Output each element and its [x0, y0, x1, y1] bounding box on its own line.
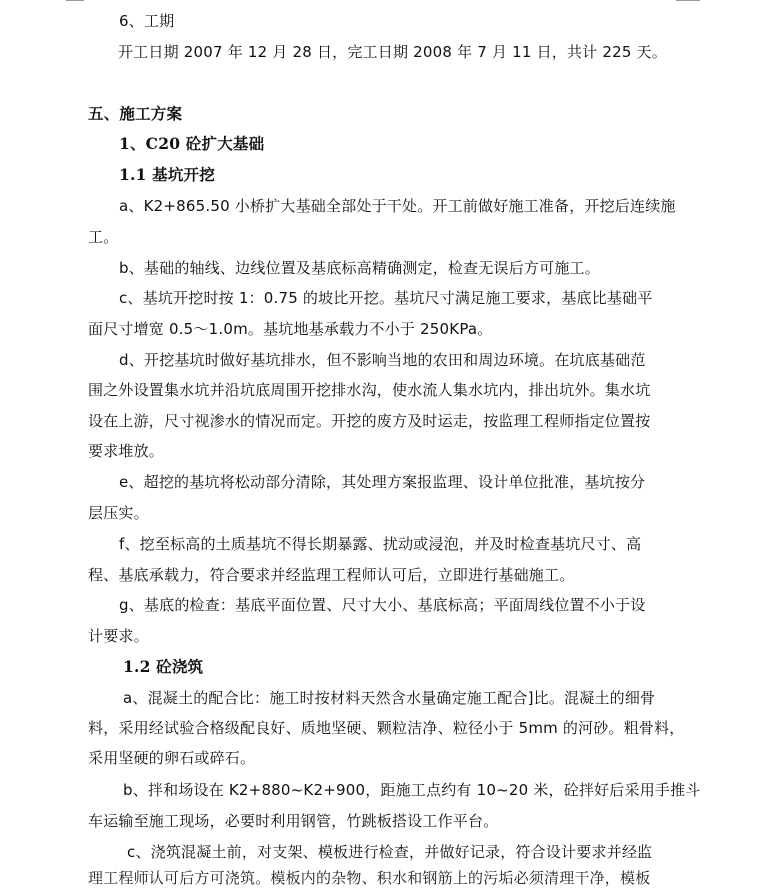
paragraph-line: b、拌和场设在 K2+880~K2+900，距施工点约有 10~20 米，砼拌好后采用手推斗: [123, 781, 701, 799]
section-heading: 1.1 基坑开挖: [119, 165, 215, 184]
paragraph-line: 料，采用经试验合格级配良好、质地坚硬、颗粒洁净、粒径小于 5mm 的河砂。粗骨料，: [88, 719, 685, 737]
page-corner-mark-right: [676, 0, 700, 1]
paragraph-line: 理工程师认可后方可浇筑。模板内的杂物、积水和钢筋上的污垢必须清理干净，模板: [88, 869, 651, 887]
paragraph-line: 计要求。: [88, 627, 149, 645]
paragraph-line: f、挖至标高的土质基坑不得长期暴露、扰动或浸泡，并及时检查基坑尺寸、高: [119, 535, 642, 553]
section-heading: 1.2 砼浇筑: [123, 657, 204, 676]
paragraph-line: 6、工期: [119, 12, 175, 30]
paragraph-line: 设在上游，尺寸视渗水的情况而定。开挖的废方及时运走，按监理工程师指定位置按: [88, 412, 651, 430]
paragraph-line: 工。: [88, 228, 119, 246]
paragraph-line: g、基底的检查：基底平面位置、尺寸大小、基底标高；平面周线位置不小于设: [119, 596, 646, 614]
paragraph-line: 要求堆放。: [88, 442, 165, 460]
page-corner-mark-left: [66, 0, 84, 1]
paragraph-line: 程、基底承载力，符合要求并经监理工程师认可后，立即进行基础施工。: [88, 566, 575, 584]
paragraph-line: e、超挖的基坑将松动部分清除，其处理方案报监理、设计单位批准，基坑按分: [119, 473, 646, 491]
paragraph-line: b、基础的轴线、边线位置及基底标高精确测定，检查无误后方可施工。: [119, 259, 600, 277]
paragraph-line: 车运输至施工现场，必要时利用钢管，竹跳板搭设工作平台。: [88, 812, 499, 830]
section-heading: 五、施工方案: [88, 104, 183, 123]
paragraph-line: a、混凝土的配合比：施工时按材料天然含水量确定施工配合]比。混凝土的细骨: [123, 689, 656, 707]
paragraph-line: d、开挖基坑时做好基坑排水，但不影响当地的农田和周边环境。在坑底基础范: [119, 351, 646, 369]
paragraph-line: 面尺寸增宽 0.5～1.0m。基坑地基承载力不小于 250KPa。: [88, 320, 493, 338]
paragraph-line: a、K2+865.50 小桥扩大基础全部处于干处。开工前做好施工准备，开挖后连续施: [119, 197, 676, 215]
paragraph-line: 层压实。: [88, 504, 149, 522]
paragraph-line: 开工日期 2007 年 12 月 28 日，完工日期 2008 年 7 月 11 日，共计 225 天。: [118, 43, 667, 61]
paragraph-line: 采用坚硬的卵石或碎石。: [88, 749, 256, 767]
paragraph-line: c、浇筑混凝土前，对支架、模板进行检查，并做好记录，符合设计要求并经监: [127, 843, 653, 861]
paragraph-line: 围之外设置集水坑并沿坑底周围开挖排水沟，使水流人集水坑内，排出坑外。集水坑: [88, 381, 651, 399]
section-heading: 1、C20 砼扩大基础: [119, 134, 265, 153]
paragraph-line: c、基坑开挖时按 1：0.75 的坡比开挖。基坑尺寸满足施工要求，基底比基础平: [119, 289, 653, 307]
